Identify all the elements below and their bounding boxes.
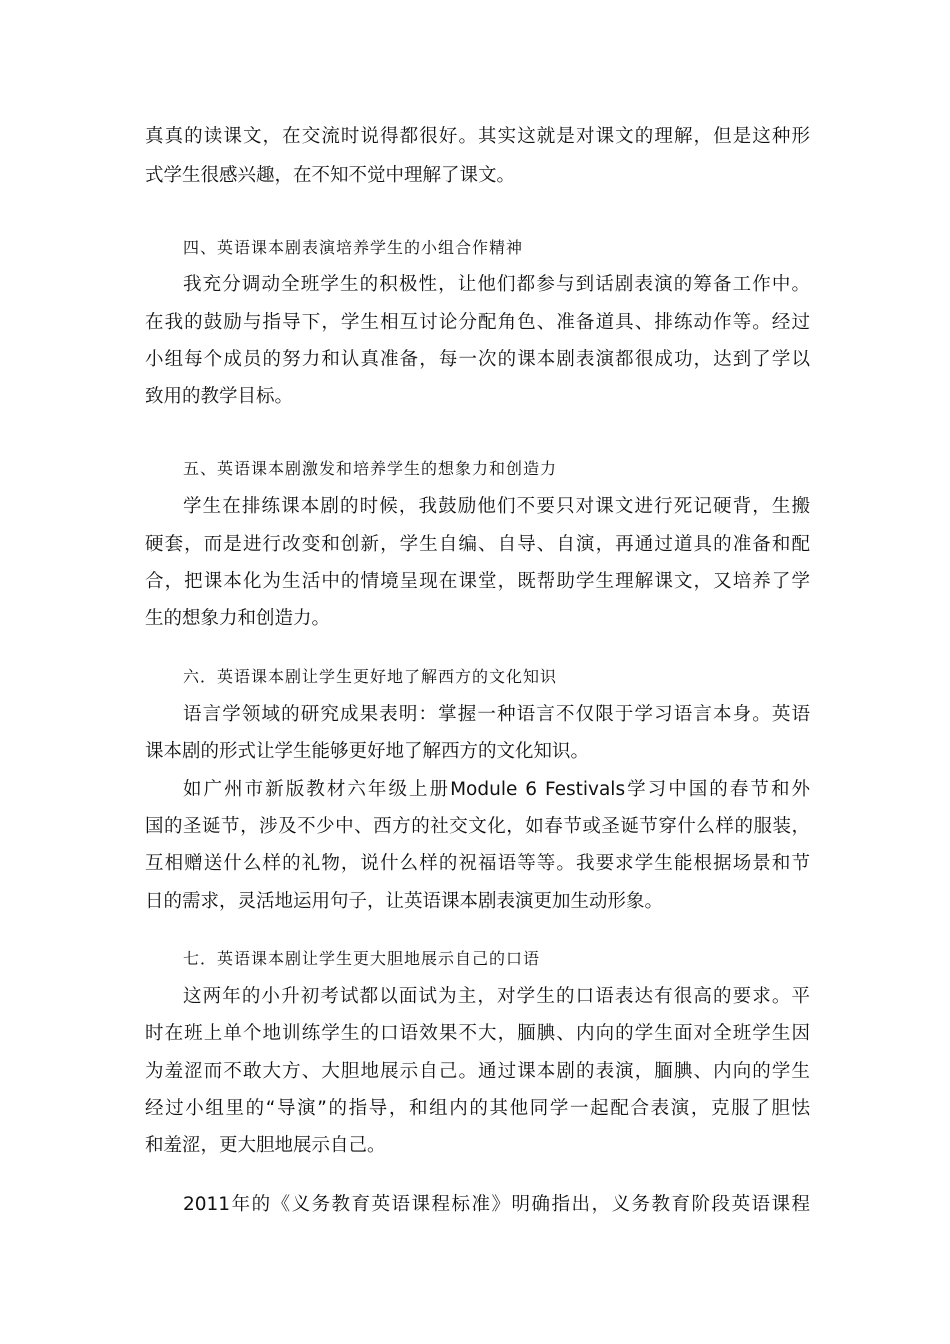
body-line: 日的需求，灵活地运用句子，让英语课本剧表演更加生动形象。 — [145, 891, 664, 912]
section-heading: 五、英语课本剧激发和培养学生的想象力和创造力 — [183, 459, 558, 478]
body-line: 在我的鼓励与指导下，学生相互讨论分配角色、准备道具、排练动作等。经过 — [145, 312, 810, 333]
body-line: 生的想象力和创造力。 — [145, 608, 331, 629]
body-line: 真真的读课文，在交流时说得都很好。其实这就是对课文的理解，但是这种形 — [145, 126, 810, 147]
body-line: 学生在排练课本剧的时候，我鼓励他们不要只对课文进行死记硬背，生搬 — [183, 496, 810, 517]
body-line: 致用的教学目标。 — [145, 386, 294, 407]
body-line: 互相赠送什么样的礼物，说什么样的祝福语等等。我要求学生能根据场景和节 — [145, 853, 810, 874]
body-line: 小组每个成员的努力和认真准备，每一次的课本剧表演都很成功，达到了学以 — [145, 349, 810, 370]
body-line: 课本剧的形式让学生能够更好地了解西方的文化知识。 — [145, 741, 590, 762]
body-line: 我充分调动全班学生的积极性，让他们都参与到话剧表演的筹备工作中。 — [183, 274, 810, 295]
body-line: 硬套，而是进行改变和创新，学生自编、自导、自演，再通过道具的准备和配 — [145, 534, 810, 555]
body-line: 这两年的小升初考试都以面试为主，对学生的口语表达有很高的要求。平 — [183, 986, 810, 1007]
section-heading: 六．英语课本剧让学生更好地了解西方的文化知识 — [183, 667, 558, 686]
body-line: 为羞涩而不敢大方、大胆地展示自己。通过课本剧的表演，腼腆、内向的学生 — [145, 1061, 810, 1082]
section-heading: 四、英语课本剧表演培养学生的小组合作精神 — [183, 238, 524, 257]
body-line: 国的圣诞节，涉及不少中、西方的社交文化，如春节或圣诞节穿什么样的服装， — [145, 816, 810, 837]
section-heading: 七．英语课本剧让学生更大胆地展示自己的口语 — [183, 949, 541, 968]
body-line: 式学生很感兴趣，在不知不觉中理解了课文。 — [145, 165, 516, 186]
body-line: 合，把课本化为生活中的情境呈现在课堂，既帮助学生理解课文，又培养了学 — [145, 571, 810, 592]
body-line: 时在班上单个地训练学生的口语效果不大，腼腆、内向的学生面对全班学生因 — [145, 1023, 810, 1044]
body-line: 2011年的《义务教育英语课程标准》明确指出，义务教育阶段英语课程 — [183, 1194, 810, 1215]
body-line: 和羞涩，更大胆地展示自己。 — [145, 1135, 386, 1156]
body-line: 语言学领域的研究成果表明：掌握一种语言不仅限于学习语言本身。英语 — [183, 704, 810, 725]
body-line: 如广州市新版教材六年级上册Module 6 Festivals学习中国的春节和外 — [183, 779, 810, 800]
body-line: 经过小组里的“导演”的指导，和组内的其他同学一起配合表演，克服了胆怯 — [145, 1098, 810, 1119]
